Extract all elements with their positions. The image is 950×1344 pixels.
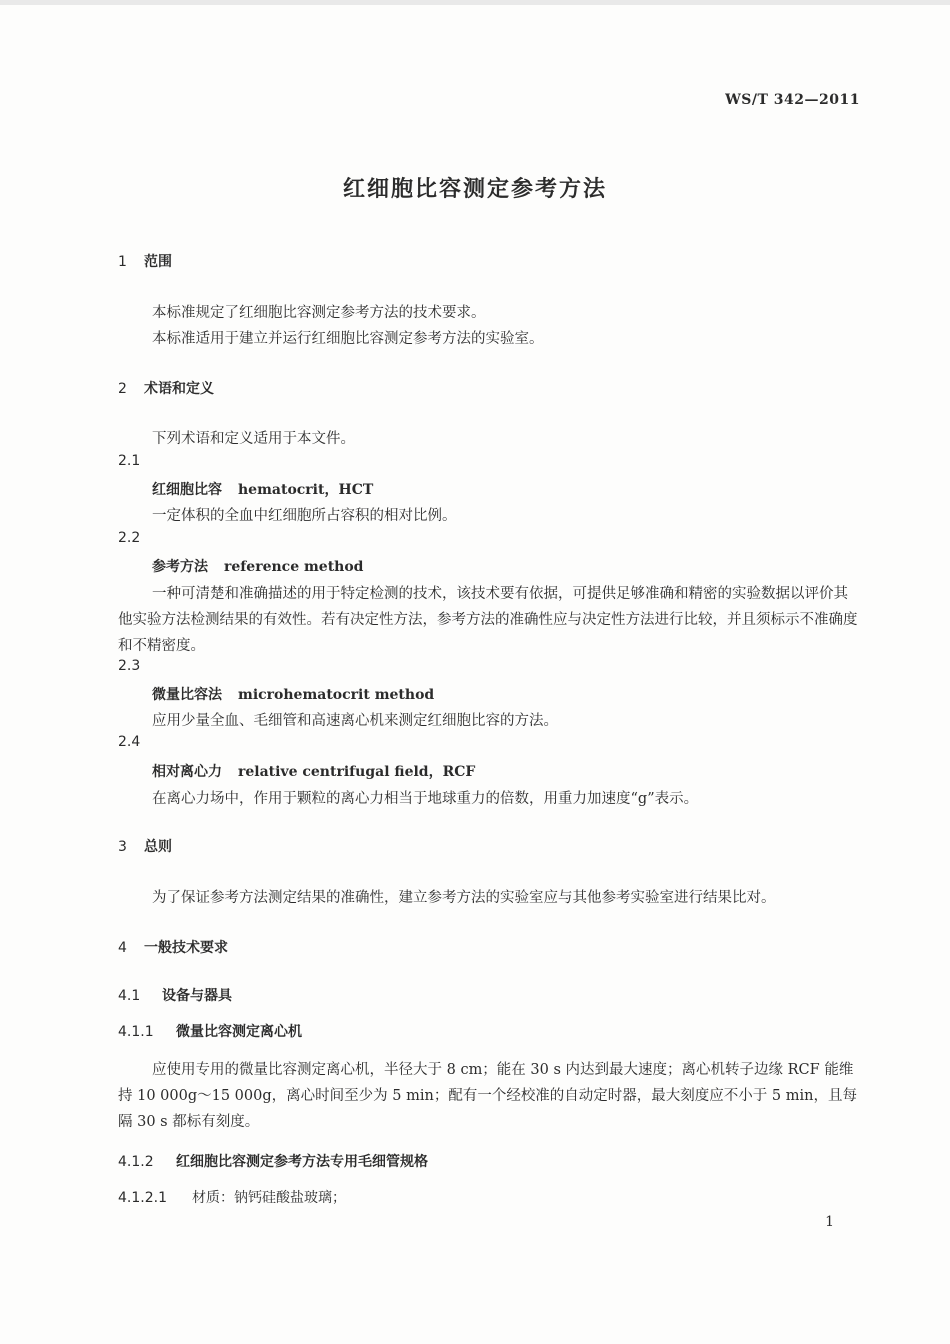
- section-title: 范围: [144, 254, 172, 270]
- section-number: 1: [118, 254, 127, 270]
- definition: 一定体积的全血中红细胞所占容积的相对比例。: [152, 508, 457, 524]
- document-title: 红细胞比容测定参考方法: [342, 177, 607, 202]
- term-en: hematocrit，HCT: [238, 482, 374, 498]
- section-number: 4.1.1: [118, 1024, 154, 1040]
- paragraph: 本标准规定了红细胞比容测定参考方法的技术要求。: [152, 305, 486, 321]
- paragraph: 本标准适用于建立并运行红细胞比容测定参考方法的实验室。: [152, 331, 544, 347]
- definition: 应用少量全血、毛细管和高速离心机来测定红细胞比容的方法。: [152, 713, 558, 729]
- term-zh: 微量比容法: [152, 687, 222, 703]
- section-title: 红细胞比容测定参考方法专用毛细管规格: [176, 1154, 428, 1170]
- clause-number: 2.2: [118, 530, 141, 546]
- term-zh: 参考方法: [152, 559, 208, 575]
- section-title: 设备与器具: [162, 988, 232, 1004]
- term-zh: 相对离心力: [152, 764, 222, 780]
- scan-edge: [0, 0, 950, 5]
- term-entry: [152, 761, 475, 781]
- definition: 一种可清楚和准确描述的用于特定检测的技术，该技术要有依据，可提供足够准确和精密的实验数据以评价其他实验方法检测结果的有效性。若有决定性方法，参考方法的准确性应与决定性方法进行比较，并且须标示不准确度和不精密度。: [118, 586, 858, 654]
- section-title: 一般技术要求: [144, 940, 228, 956]
- term-entry: [152, 556, 363, 576]
- term-entry: [152, 684, 434, 704]
- subsection-4-1-heading: [118, 985, 232, 1005]
- section-number: 2: [118, 381, 127, 397]
- section-number: 4.1.2.1: [118, 1190, 167, 1206]
- term-en: relative centrifugal field，RCF: [238, 764, 476, 780]
- subsection-4-1-1-heading: [118, 1021, 302, 1041]
- paragraph: 为了保证参考方法测定结果的准确性，建立参考方法的实验室应与其他参考实验室进行结果比对。: [152, 890, 776, 906]
- term-en: reference method: [224, 559, 364, 575]
- section-number: 3: [118, 839, 127, 855]
- term-zh: 红细胞比容: [152, 482, 222, 498]
- paragraph: 应使用专用的微量比容测定离心机，半径大于 8 cm；能在 30 s 内达到最大速度；离心机转子边缘 RCF 能维持 10 000g～15 000g，离心时间至少为 5 min；配有一个经校准的自动定时器，最大刻度应不小于 5 min，且每隔 30 s 都标有刻度。: [118, 1062, 857, 1130]
- section-number: 4.1: [118, 988, 141, 1004]
- section-title: 术语和定义: [144, 381, 214, 397]
- section-number: 4.1.2: [118, 1154, 154, 1170]
- clause-number: 2.1: [118, 453, 141, 469]
- term-entry: [152, 479, 373, 499]
- section-2-heading: [118, 378, 214, 398]
- page-number: 1: [825, 1214, 834, 1230]
- definition: 在离心力场中，作用于颗粒的离心力相当于地球重力的倍数，用重力加速度“g”表示。: [152, 791, 699, 807]
- section-number: 4: [118, 940, 127, 956]
- clause-number: 2.3: [118, 658, 141, 674]
- section-3-heading: [118, 836, 172, 856]
- clause-4-1-2-1: [118, 1187, 346, 1207]
- clause-text: 材质：钠钙硅酸盐玻璃；: [192, 1190, 346, 1206]
- section-title: 总则: [144, 839, 172, 855]
- section-title: 微量比容测定离心机: [176, 1024, 302, 1040]
- section-4-heading: [118, 937, 228, 957]
- standard-code: WS/T 342—2011: [725, 92, 860, 108]
- term-en: microhematocrit method: [238, 687, 435, 703]
- paragraph: 下列术语和定义适用于本文件。: [152, 431, 355, 447]
- subsection-4-1-2-heading: [118, 1151, 428, 1171]
- clause-number: 2.4: [118, 734, 141, 750]
- section-1-heading: [118, 251, 172, 271]
